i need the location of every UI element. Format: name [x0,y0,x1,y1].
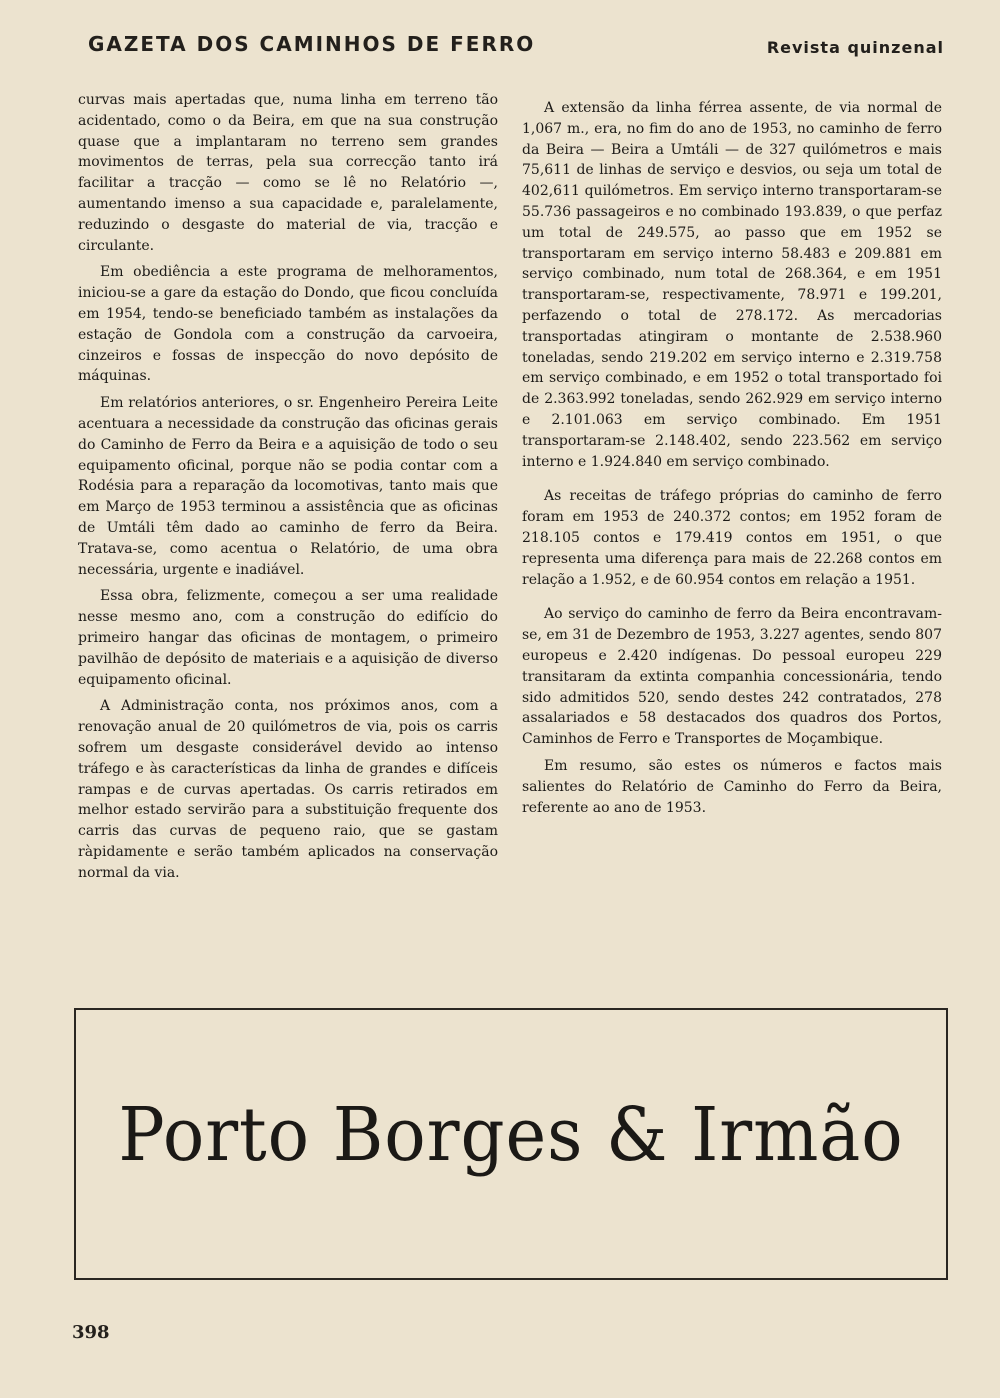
paragraph: Em resumo, são estes os números e factos mais salientes do Relatório de Caminho do Ferro da Beira, referente ao ano de 1953. [522,757,942,816]
paragraph: curvas mais apertadas que, numa linha em terreno tão acidentado, como o da Beira, em que na sua construção quase que a implantaram no terreno sem grandes movimentos de terras, pela sua correcção tanto irá facilitar a tracção — como se lê no Relatório —, aumentando imenso a sua capacidade e, paralelamente, reduzindo o desgaste do material de via, tracção e circulante. [78,92,498,254]
paragraph: As receitas de tráfego próprias do caminho de ferro foram em 1953 de 240.372 contos; em 1952 foram de 218.105 contos e 179.419 contos em 1951, o que representa uma diferença para mais de 22.268 contos em relação a 1.952, e de 60.954 contos em relação a 1951. [522,488,942,588]
left-text-column [78,90,498,889]
paragraph: Em obediência a este programa de melhoramentos, iniciou-se a gare da estação do Dondo, que ficou concluída em 1954, tendo-se beneficiado também as instalações da estação de Gondola com a construção da carvoeira, cinzeiros e fossas de inspecção do novo depósito de máquinas. [78,264,498,385]
advertisement-box [74,1008,948,1280]
advertisement-title: Porto Borges & Irmão [118,1092,904,1178]
page-number: 398 [72,1322,110,1343]
journal-subtitle: Revista quinzenal [766,38,944,57]
paragraph: Ao serviço do caminho de ferro da Beira encontravam-se, em 31 de Dezembro de 1953, 3.227 agentes, sendo 807 europeus e 2.420 indígenas. Do pessoal europeu 229 transitaram da extinta companhia concessionária, tendo sido admitidos 520, sendo destes 242 contratados, 278 assalariados e 58 destacados dos quadros dos Portos, Caminhos de Ferro e Transportes de Moçambique. [522,606,942,748]
paragraph: A extensão da linha férrea assente, de via normal de 1,067 m., era, no fim do ano de 1953, no caminho de ferro da Beira — Beira a Umtáli — de 327 quilómetros e mais 75,611 de linhas de serviço e desvios, ou seja um total de 402,611 quilómetros. Em serviço interno transportaram-se 55.736 passageiros e no combinado 193.839, o que perfaz um total de 249.575, ao passo que em 1952 se transportaram em serviço interno 58.483 e 209.881 em serviço combinado, num total de 268.364, e em 1951 transportaram-se, respectivamente, 78.971 e 199.201, perfazendo o total de 278.172. As mercadorias transportadas atingiram o montante de 2.538.960 toneladas, sendo 219.202 em serviço interno e 2.319.758 em serviço combinado, e em 1952 o total transportado foi de 2.363.992 toneladas, sendo 262.929 em serviço interno e 2.101.063 em serviço combinado. Em 1951 transportaram-se 2.148.402, sendo 223.562 em serviço interno e 1.924.840 em serviço combinado. [522,100,942,470]
journal-title: GAZETA DOS CAMINHOS DE FERRO [88,32,536,56]
right-text-column [522,98,942,824]
paragraph: A Administração conta, nos próximos anos, com a renovação anual de 20 quilómetros de via, pois os carris sofrem um desgaste considerável devido ao intenso tráfego e às características da linha de grandes e difíceis rampas e de curvas apertadas. Os carris retirados em melhor estado servirão para a substituição frequente dos carris das curvas de pequeno raio, que se gastam ràpidamente e serão também aplicados na conservação normal da via. [78,698,498,881]
paragraph: Em relatórios anteriores, o sr. Engenheiro Pereira Leite acentuara a necessidade da construção das oficinas gerais do Caminho de Ferro da Beira e a aquisição de todo o seu equipamento oficinal, porque não se podia contar com a Rodésia para a reparação da locomotivas, tanto mais que em Março de 1953 terminou a assistência que as oficinas de Umtáli têm dado ao caminho de ferro da Beira. Tratava-se, como acentua o Relatório, de uma obra necessária, urgente e inadiável. [78,395,498,578]
paragraph: Essa obra, felizmente, começou a ser uma realidade nesse mesmo ano, com a construção do edifício do primeiro hangar das oficinas de montagem, o primeiro pavilhão de depósito de materiais e a aquisição de diverso equipamento oficinal. [78,588,498,688]
